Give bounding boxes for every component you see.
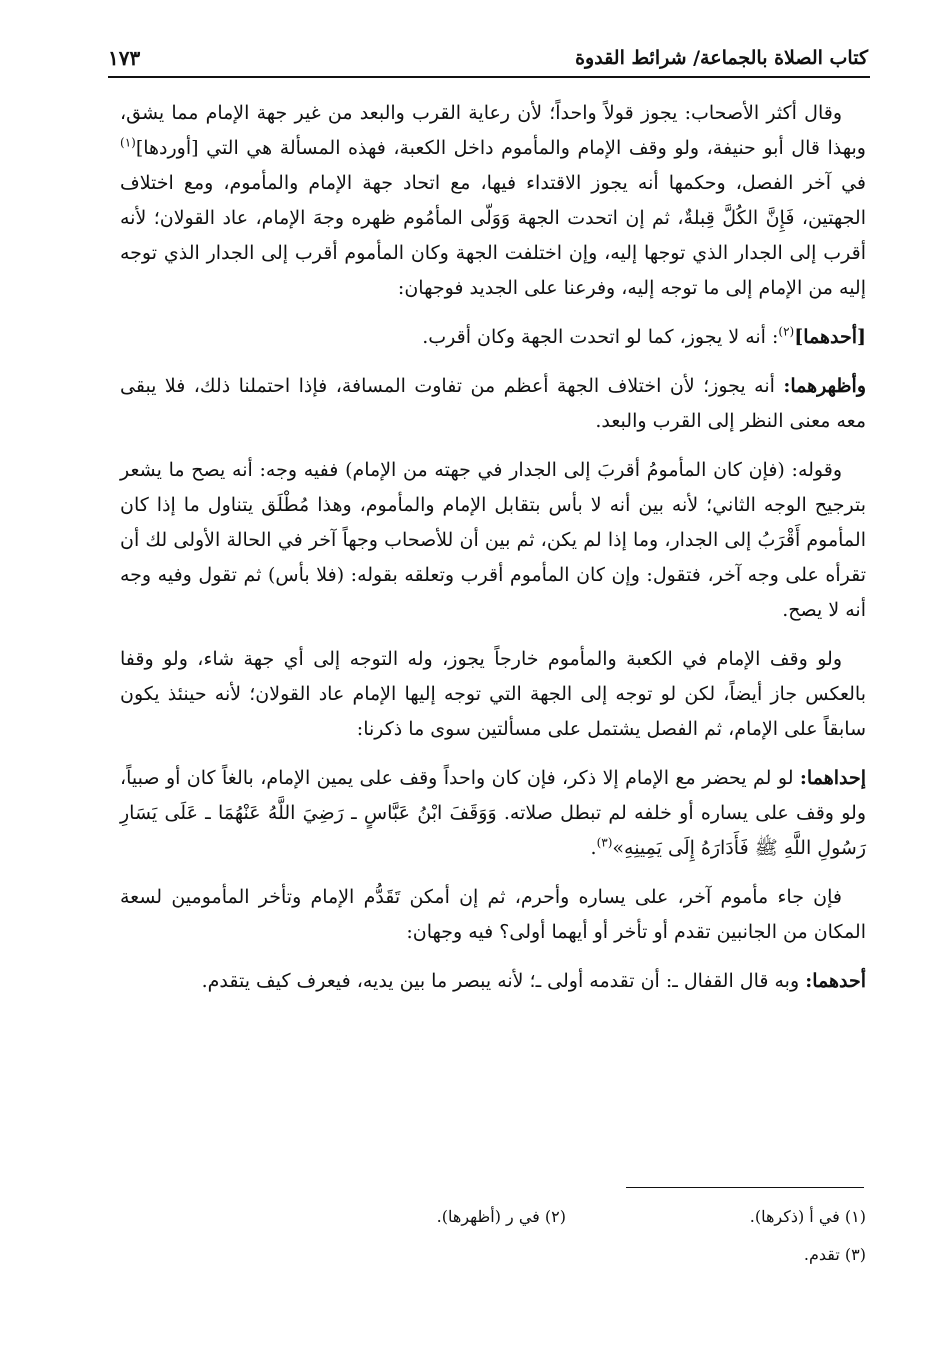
paragraph-text: لو لم يحضر مع الإمام إلا ذكر، فإن كان واحداً وقف على يمين الإمام، بالغاً كان أو صبياً، ولو وقف على يساره أو خلفه لم تبطل صلاته. وَوَقَفَ ابْنُ عَبَّاسٍ ـ رَضِيَ اللَّهُ عَنْهُمَا ـ عَلَى يَسَارِ رَسُولِ اللَّهِ ﷺ فَأَدَارَهُ إِلَى يَمِينِهِ»: [120, 767, 866, 859]
paragraph-text: وقال أكثر الأصحاب: يجوز قولاً واحداً؛ لأن رعاية القرب والبعد من غير جهة الإمام مما يشق، وبهذا قال أبو حنيفة، ولو وقف الإمام والمأموم داخل الكعبة، فهذه المسألة هي التي [أوردها]: [120, 102, 866, 159]
paragraph-text: وقوله: (فإن كان المأمومُ أقربَ إلى الجدار في جهته من الإمام) ففيه وجه: أنه يصح ما يشعر بترجيح الوجه الثاني؛ لأنه بين أنه لا بأس بتقابل الإمام والمأموم، وهذا مُطْلَق يتناول ما إذا كان المأموم أَقْرَبُ إلى الجدار، وما إذا لم يكن، ثم بين أن للأصحاب وجهاً آخر في الحالة الأولى لك أن تقرأه على وجه آخر، فتقول: وإن كان المأموم أقرب وتعلقه بقوله: (فلا بأس) ثم تقول وفيه وجه أنه لا يصح.: [120, 459, 866, 621]
footnote-ref: (٣): [596, 835, 613, 850]
paragraph-text: وبه قال القفال ـ: أن تقدمه أولى ـ؛ لأنه يبصر ما بين يديه، فيعرف كيف يتقدم.: [201, 970, 806, 992]
running-title: كتاب الصلاة بالجماعة/ شرائط القدوة: [575, 47, 868, 69]
paragraph-lead: [أحدهما]: [794, 326, 866, 348]
page-number: ١٧٣: [108, 46, 141, 70]
paragraph-2: [120, 320, 866, 355]
paragraph-7: [120, 880, 866, 950]
footnote-3: (٣) تقدم.: [803, 1245, 866, 1264]
footnote-rule: [626, 1187, 864, 1188]
paragraph-5: [120, 642, 866, 747]
footnote-2: (٢) في ر (أظهرها).: [436, 1207, 566, 1226]
paragraph-text: ولو وقف الإمام في الكعبة والمأموم خارجاً يجوز، وله التوجه إلى أي جهة شاء، ولو وقفا بالعكس جاز أيضاً، لكن لو توجه إلى الجهة التي توجه إليها الإمام عاد القولان؛ لأنه حينئذ يكون سابقاً على الإمام، ثم الفصل يشتمل على مسألتين سوى ما ذكرنا:: [120, 648, 866, 740]
paragraph-1: [120, 96, 866, 306]
paragraph-3: [120, 369, 866, 439]
paragraph-text: .: [590, 837, 597, 859]
paragraph-lead: وأظهرهما:: [783, 375, 866, 397]
paragraph-8: [120, 964, 866, 999]
header-rule: [108, 76, 870, 78]
paragraph-text: فإن جاء مأموم آخر، على يساره وأحرم، ثم إن أمكن تَقَدُّم الإمام وتأخر المأمومين لسعة المكان من الجانبين تقدم أو تأخر أو أيهما أولى؟ فيه وجهان:: [120, 886, 866, 943]
paragraph-text: أنه يجوز؛ لأن اختلاف الجهة أعظم من تفاوت المسافة، فإذا احتملنا ذلك، فلا يبقى معه معنى النظر إلى القرب والبعد.: [120, 375, 866, 432]
footnote-row: [120, 1236, 866, 1274]
paragraph-6: [120, 761, 866, 866]
paragraph-text: في آخر الفصل، وحكمها أنه يجوز الاقتداء فيها، مع اتحاد جهة الإمام والمأموم، ومع اختلاف الجهتين، فَإِنَّ الكُلَّ قِبلةٌ، ثم إن اتحدت الجهة وَوَلّى المأمُوم ظهره وجهَ الإمام، عاد القولان؛ لأنه أقرب إلى الجدار الذي توجها إليه، وإن اختلفت الجهة وكان المأموم أقرب إلى الجدار الذي توجه إليه من الإمام إلى ما توجه إليه، وفرعنا على الجديد فوجهان:: [120, 172, 866, 299]
paragraph-text: : أنه لا يجوز، كما لو اتحدت الجهة وكان أقرب.: [422, 326, 779, 348]
footnote-row: [120, 1198, 866, 1236]
main-text: [120, 96, 866, 1013]
footnote-ref: (٢): [778, 324, 795, 339]
footnotes: [120, 1198, 866, 1274]
paragraph-lead: أحدهما:: [805, 970, 866, 992]
page-header: [108, 30, 868, 74]
footnote-ref: (١): [120, 135, 136, 150]
paragraph-lead: إحداهما:: [799, 767, 866, 789]
paragraph-4: [120, 453, 866, 628]
footnote-1: (١) في أ (ذكرها).: [749, 1207, 866, 1226]
